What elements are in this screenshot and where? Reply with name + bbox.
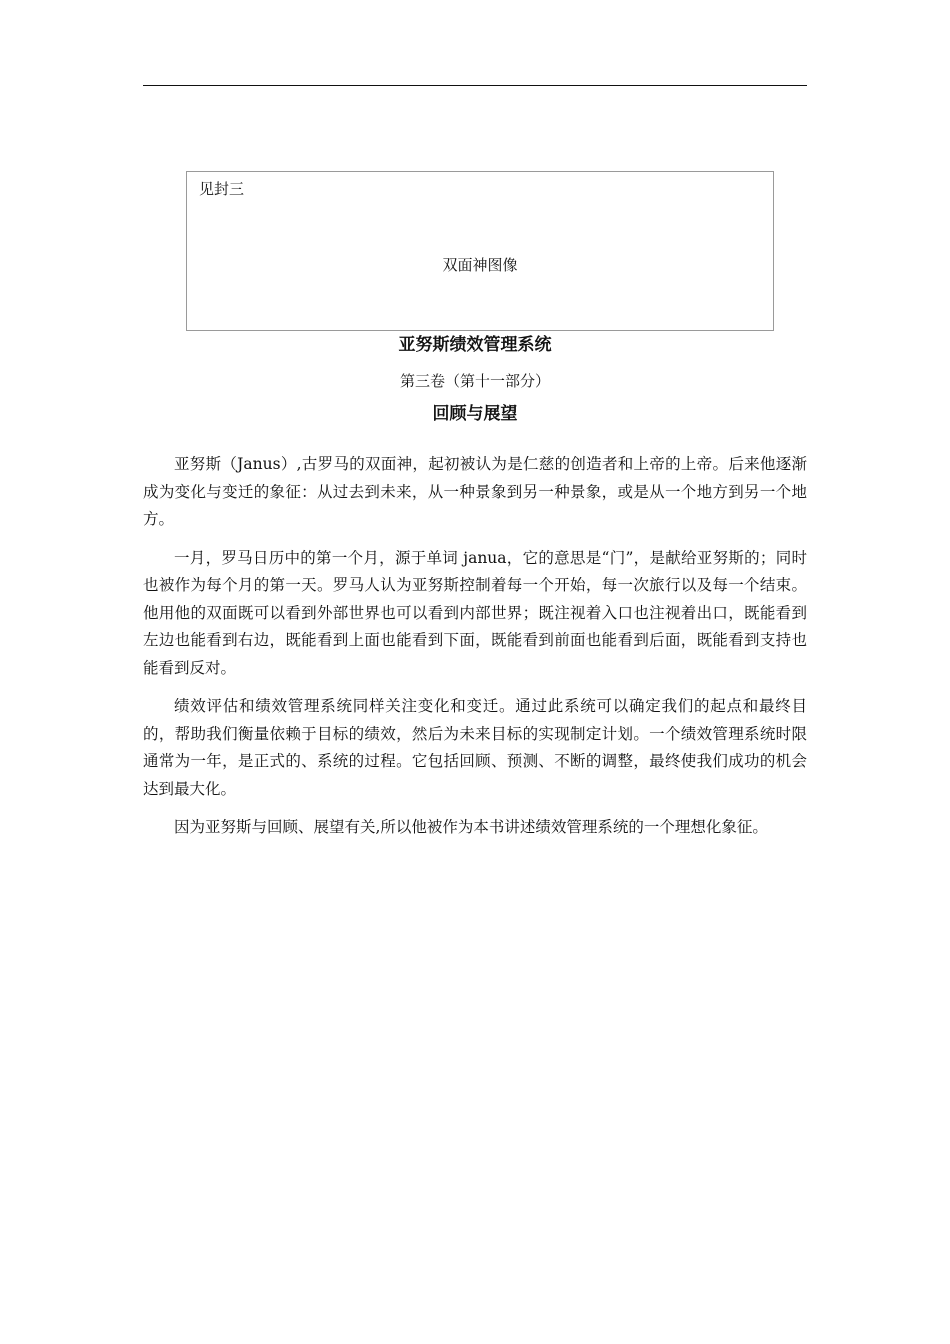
volume-subtitle: 第三卷（第十一部分） (399, 372, 550, 390)
header-rule (143, 85, 807, 86)
body-text (143, 451, 807, 853)
paragraph: 一月，罗马日历中的第一个月，源于单词 janua，它的意思是“门”，是献给亚努斯的；同时也被作为每个月的第一天。罗马人认为亚努斯控制着每一个开始，每一次旅行以及每一个结束。他用他的双面既可以看到外部世界也可以看到内部世界；既注视着入口也注视着出口，既能看到左边也能看到右边，既能看到上面也能看到下面，既能看到前面也能看到后面，既能看到支持也能看到反对。 (143, 548, 807, 677)
figure-note: 见封三 (199, 180, 245, 198)
paragraph: 亚努斯（Janus）,古罗马的双面神，起初被认为是仁慈的创造者和上帝的上帝。后来他逐渐成为变化与变迁的象征：从过去到未来，从一种景象到另一种景象，或是从一个地方到另一个地方。 (143, 455, 807, 528)
figure-caption: 双面神图像 (442, 256, 518, 274)
figure-placeholder (186, 171, 774, 331)
paragraph: 因为亚努斯与回顾、展望有关,所以他被作为本书讲述绩效管理系统的一个理想化象征。 (174, 818, 768, 836)
paragraph: 绩效评估和绩效管理系统同样关注变化和变迁。通过此系统可以确定我们的起点和最终目的，帮助我们衡量依赖于目标的绩效，然后为未来目标的实现制定计划。一个绩效管理系统时限通常为一年，是正式的、系统的过程。它包括回顾、预测、不断的调整，最终使我们成功的机会达到最大化。 (143, 697, 807, 798)
section-heading: 回顾与展望 (432, 404, 518, 424)
document-title: 亚努斯绩效管理系统 (398, 335, 552, 355)
